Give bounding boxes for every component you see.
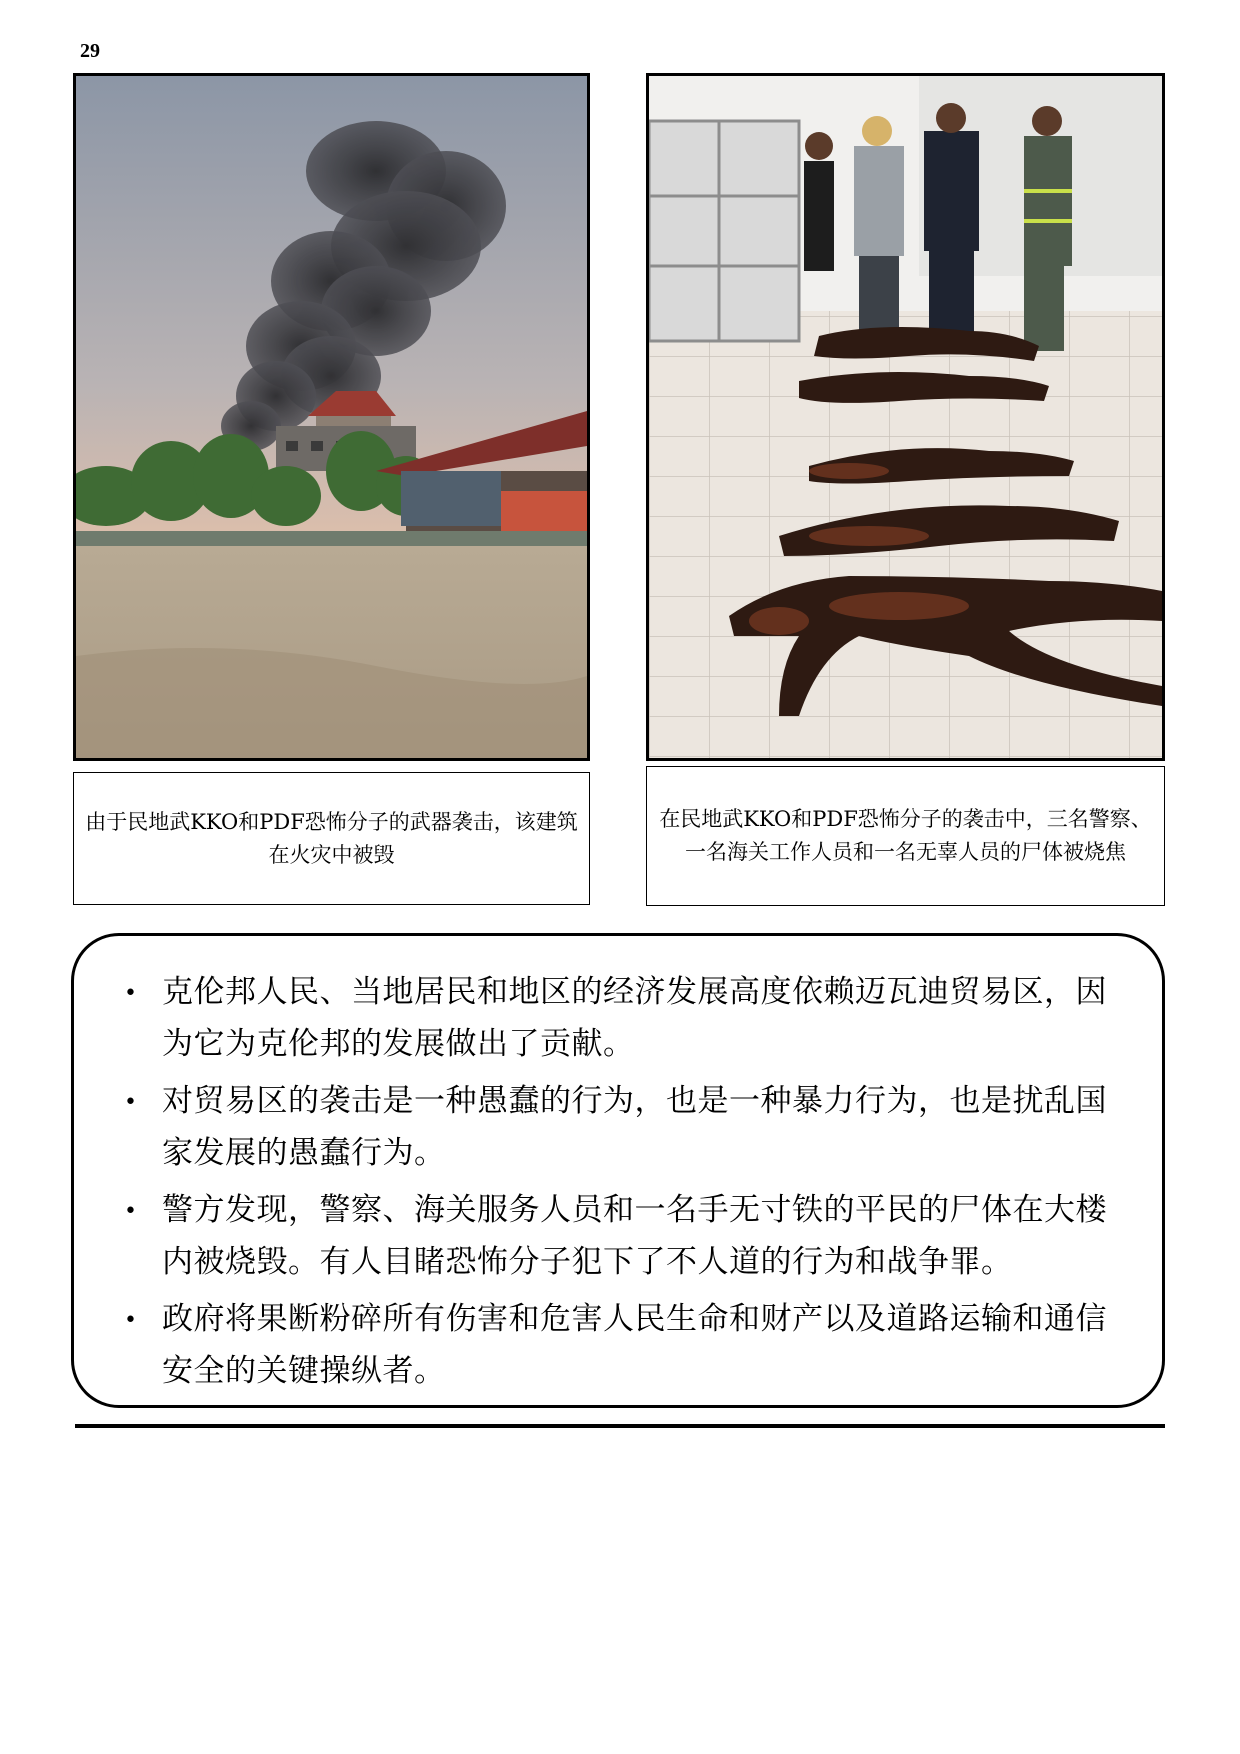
left-photo-caption bbox=[73, 772, 590, 905]
summary-item-attack-foolish: • 对贸易区的袭击是一种愚蠢的行为，也是一种暴力行为，也是扰乱国家发展的愚蠢行为。 bbox=[104, 1075, 1132, 1179]
building-fire-image bbox=[76, 76, 587, 758]
burned-bodies-photo bbox=[646, 73, 1165, 761]
summary-item-bodies-found: • 警方发现，警察、海关服务人员和一名手无寸铁的平民的尸体在大楼内被烧毁。有人目睹恐怖分子犯下了不人道的行为和战争罪。 bbox=[104, 1184, 1132, 1288]
right-photo-caption bbox=[646, 766, 1165, 906]
bottom-divider bbox=[75, 1424, 1165, 1428]
page-number: 29 bbox=[80, 40, 100, 62]
burned-bodies-image bbox=[649, 76, 1162, 758]
summary-box bbox=[71, 933, 1165, 1408]
summary-list bbox=[104, 966, 1132, 1397]
left-caption-text: 由于民地武KKO和PDF恐怖分子的武器袭击，该建筑在火灾中被毁 bbox=[85, 809, 578, 867]
right-caption-text: 在民地武KKO和PDF恐怖分子的袭击中，三名警察、一名海关工作人员和一名无辜人员的尸体被烧焦 bbox=[659, 807, 1152, 864]
building-fire-photo bbox=[73, 73, 590, 761]
summary-item-economy: • 克伦邦人民、当地居民和地区的经济发展高度依赖迈瓦迪贸易区，因为它为克伦邦的发展做出了贡献。 bbox=[104, 966, 1132, 1070]
summary-item-government-action: • 政府将果断粉碎所有伤害和危害人民生命和财产以及道路运输和通信安全的关键操纵者。 bbox=[104, 1293, 1132, 1397]
